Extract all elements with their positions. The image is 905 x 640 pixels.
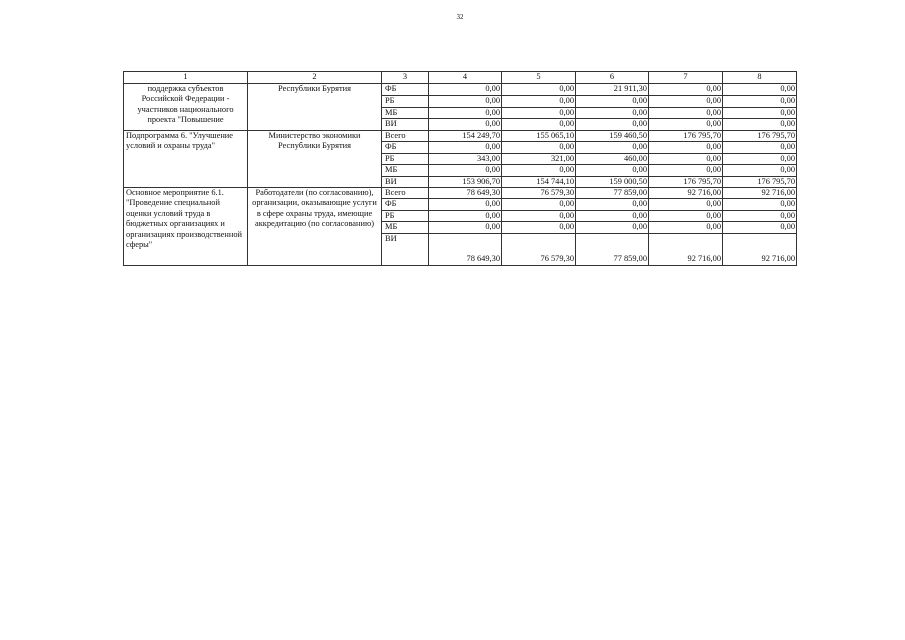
funding-source: МБ xyxy=(382,107,429,119)
value-cell: 0,00 xyxy=(649,165,723,176)
value-cell: 92 716,00 xyxy=(723,188,797,199)
table-row xyxy=(124,188,797,199)
value-cell: 92 716,00 xyxy=(649,233,723,265)
value-cell: 0,00 xyxy=(723,95,797,107)
executor-name: Республики Бурятия xyxy=(278,84,351,93)
funding-source: РБ xyxy=(382,153,429,164)
funding-source: Всего xyxy=(382,188,429,199)
value-cell: 0,00 xyxy=(649,107,723,119)
program-name: поддержка субъектов Российской Федерации - участников национального проекта "Повышение xyxy=(137,84,234,125)
funding-source: Всего xyxy=(382,131,429,142)
value-cell: 155 065,10 xyxy=(502,131,576,142)
value-cell: 321,00 xyxy=(502,153,576,164)
executor-cell xyxy=(248,188,382,266)
value-cell: 0,00 xyxy=(502,107,576,119)
header-cell: 6 xyxy=(576,72,649,84)
page-number: 32 xyxy=(456,13,464,21)
header-cell: 4 xyxy=(429,72,502,84)
header-cell: 2 xyxy=(248,72,382,84)
value-cell: 76 579,30 xyxy=(502,188,576,199)
executor-cell xyxy=(248,131,382,188)
value-cell: 0,00 xyxy=(429,84,502,96)
program-name: Основное мероприятие 6.1. "Проведение специальной оценки условий труда в бюджетных организациях и организациях производственной сферы" xyxy=(126,188,242,250)
funding-source: ВИ xyxy=(382,233,429,265)
value-cell: 0,00 xyxy=(429,199,502,210)
value-cell: 0,00 xyxy=(429,222,502,233)
value-cell: 176 795,70 xyxy=(649,176,723,187)
value-cell: 0,00 xyxy=(429,119,502,131)
value-cell: 0,00 xyxy=(649,210,723,221)
value-cell: 77 859,00 xyxy=(576,233,649,265)
program-name: Подпрограмма 6. "Улучшение условий и охраны труда" xyxy=(126,131,234,151)
value-cell: 159 460,50 xyxy=(576,131,649,142)
value-cell: 0,00 xyxy=(502,84,576,96)
funding-source: ФБ xyxy=(382,199,429,210)
value-cell: 176 795,70 xyxy=(723,131,797,142)
value-cell: 0,00 xyxy=(723,84,797,96)
value-cell: 76 579,30 xyxy=(502,233,576,265)
value-cell: 0,00 xyxy=(576,199,649,210)
value-cell: 154 744,10 xyxy=(502,176,576,187)
value-cell: 77 859,00 xyxy=(576,188,649,199)
value-cell: 0,00 xyxy=(723,210,797,221)
value-cell: 0,00 xyxy=(576,142,649,153)
funding-source: МБ xyxy=(382,222,429,233)
funding-source: РБ xyxy=(382,95,429,107)
value-cell: 0,00 xyxy=(649,199,723,210)
funding-source: ВИ xyxy=(382,176,429,187)
value-cell: 0,00 xyxy=(576,210,649,221)
value-cell: 0,00 xyxy=(723,165,797,176)
value-cell: 0,00 xyxy=(429,107,502,119)
value-cell: 0,00 xyxy=(649,222,723,233)
value-cell: 154 249,70 xyxy=(429,131,502,142)
value-cell: 0,00 xyxy=(649,153,723,164)
executor-name: Министерство экономики Республики Бурятия xyxy=(268,131,361,151)
value-cell: 153 906,70 xyxy=(429,176,502,187)
value-cell: 0,00 xyxy=(649,95,723,107)
value-cell: 0,00 xyxy=(649,119,723,131)
value-cell: 0,00 xyxy=(429,210,502,221)
value-cell: 0,00 xyxy=(723,199,797,210)
funding-source: МБ xyxy=(382,165,429,176)
value-cell: 0,00 xyxy=(502,95,576,107)
value-cell: 0,00 xyxy=(502,142,576,153)
value-cell: 21 911,30 xyxy=(576,84,649,96)
value-cell: 0,00 xyxy=(502,165,576,176)
table-row xyxy=(124,131,797,142)
value-cell: 0,00 xyxy=(576,95,649,107)
value-cell: 0,00 xyxy=(576,222,649,233)
value-cell: 0,00 xyxy=(723,142,797,153)
header-cell: 3 xyxy=(382,72,429,84)
funding-source: ВИ xyxy=(382,119,429,131)
value-cell: 0,00 xyxy=(723,119,797,131)
value-cell: 0,00 xyxy=(649,84,723,96)
value-cell: 176 795,70 xyxy=(649,131,723,142)
value-cell: 0,00 xyxy=(723,222,797,233)
header-cell: 1 xyxy=(124,72,248,84)
value-cell: 0,00 xyxy=(576,107,649,119)
header-row xyxy=(124,72,797,84)
value-cell: 0,00 xyxy=(429,142,502,153)
header-cell: 5 xyxy=(502,72,576,84)
value-cell: 0,00 xyxy=(429,95,502,107)
value-cell: 0,00 xyxy=(723,107,797,119)
executor-name: Работодатели (по согласованию), организации, оказывающие услуги в сфере охраны труда, имеющие аккредитацию (по согласованию) xyxy=(252,188,377,229)
program-name-cell xyxy=(124,131,248,188)
value-cell: 78 649,30 xyxy=(429,188,502,199)
value-cell: 0,00 xyxy=(502,199,576,210)
header-cell: 7 xyxy=(649,72,723,84)
executor-cell xyxy=(248,84,382,131)
program-name-cell xyxy=(124,188,248,266)
value-cell: 0,00 xyxy=(723,153,797,164)
value-cell: 176 795,70 xyxy=(723,176,797,187)
funding-source: ФБ xyxy=(382,84,429,96)
funding-source: РБ xyxy=(382,210,429,221)
table-row xyxy=(124,84,797,96)
value-cell: 0,00 xyxy=(576,165,649,176)
value-cell: 0,00 xyxy=(576,119,649,131)
value-cell: 0,00 xyxy=(502,222,576,233)
funding-source: ФБ xyxy=(382,142,429,153)
funding-table xyxy=(123,71,797,266)
value-cell: 159 000,50 xyxy=(576,176,649,187)
value-cell: 0,00 xyxy=(649,142,723,153)
value-cell: 0,00 xyxy=(502,119,576,131)
value-cell: 78 649,30 xyxy=(429,233,502,265)
program-name-cell xyxy=(124,84,248,131)
value-cell: 0,00 xyxy=(502,210,576,221)
value-cell: 0,00 xyxy=(429,165,502,176)
value-cell: 92 716,00 xyxy=(649,188,723,199)
value-cell: 343,00 xyxy=(429,153,502,164)
value-cell: 460,00 xyxy=(576,153,649,164)
value-cell: 92 716,00 xyxy=(723,233,797,265)
header-cell: 8 xyxy=(723,72,797,84)
